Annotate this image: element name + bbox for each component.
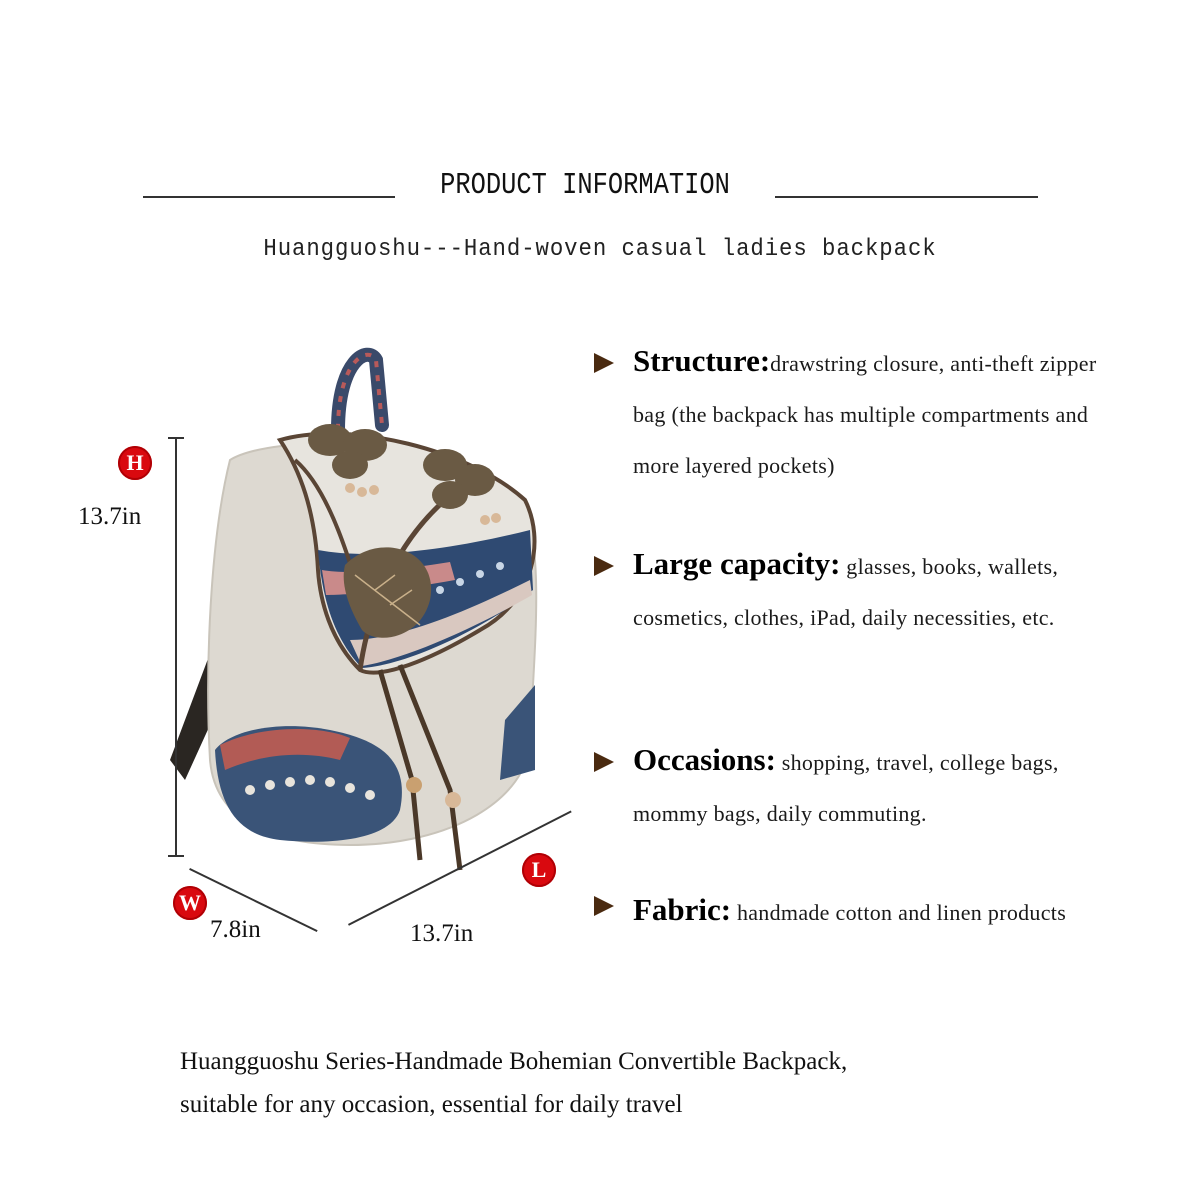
feature-text: shopping, travel, college bags, mommy bags, daily commuting.	[633, 750, 1059, 826]
feature-text: handmade cotton and linen products	[731, 900, 1067, 925]
height-dimension-cap-bottom	[168, 855, 184, 857]
header-rule-left	[143, 196, 395, 198]
triangle-right-icon	[594, 353, 614, 373]
triangle-right-icon	[594, 752, 614, 772]
feature-fabric	[594, 884, 1114, 938]
feature-heading: Structure:	[633, 343, 771, 378]
feature-structure	[594, 335, 1114, 491]
feature-heading: Large capacity:	[633, 546, 841, 581]
height-value: 13.7in	[78, 503, 142, 530]
feature-text: drawstring closure, anti-theft zipper bag (the backpack has multiple compartments and more layered pockets)	[633, 351, 1097, 478]
length-value: 13.7in	[410, 920, 474, 947]
feature-heading: Occasions:	[633, 742, 776, 777]
feature-occasions	[594, 734, 1114, 839]
width-badge-icon: W	[173, 886, 207, 920]
triangle-right-icon	[594, 896, 614, 916]
width-value: 7.8in	[210, 916, 261, 943]
height-badge-icon: H	[118, 446, 152, 480]
header-rule-right	[775, 196, 1038, 198]
height-dimension-line	[175, 438, 177, 856]
summary-line-1: Huangguoshu Series-Handmade Bohemian Convertible Backpack,	[180, 1048, 848, 1075]
section-title: PRODUCT INFORMATION	[440, 168, 730, 203]
product-summary	[180, 1040, 1080, 1126]
product-subtitle: Huangguoshu---Hand-woven casual ladies backpack	[263, 236, 937, 263]
backpack-illustration	[150, 340, 570, 900]
triangle-right-icon	[594, 556, 614, 576]
feature-heading: Fabric:	[633, 892, 732, 927]
feature-text: glasses, books, wallets, cosmetics, clothes, iPad, daily necessities, etc.	[633, 554, 1059, 630]
feature-capacity	[594, 538, 1114, 643]
height-dimension-cap-top	[168, 437, 184, 439]
summary-line-2: suitable for any occasion, essential for daily travel	[180, 1091, 683, 1118]
product-image	[150, 340, 570, 900]
length-badge-icon: L	[522, 853, 556, 887]
